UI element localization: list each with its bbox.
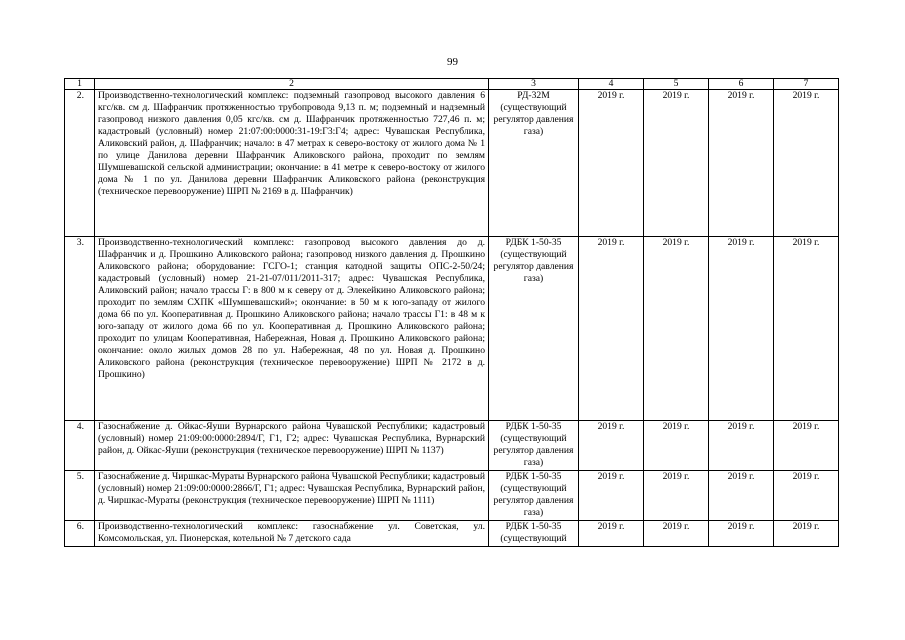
pressure-regulator: РДБК 1-50-35 (существующий регулятор давления газа): [489, 421, 579, 471]
row-number: 4.: [65, 421, 95, 471]
table-row: [65, 471, 839, 521]
gas-facilities-table: [64, 78, 839, 547]
table-row: [65, 421, 839, 471]
year-cell: 2019 г.: [709, 421, 774, 471]
facility-description: Газоснабжение д. Ойкас-Яуши Вурнарского района Чувашской Республики; кадастровый (условный) номер 21:09:00:0000:2894/Г, Г1, Г2; адрес: Чувашская Республика, Вурнарский район, д. Ойкас-Яуши (реконструкция (техническое перевооружение) ШРП № 1137): [95, 421, 489, 471]
year-cell: 2019 г.: [644, 471, 709, 521]
year-cell: 2019 г.: [709, 471, 774, 521]
year-cell: 2019 г.: [644, 521, 709, 547]
year-cell: 2019 г.: [644, 237, 709, 421]
year-cell: 2019 г.: [644, 421, 709, 471]
year-cell: 2019 г.: [579, 237, 644, 421]
year-cell: 2019 г.: [579, 90, 644, 237]
year-cell: 2019 г.: [774, 90, 839, 237]
row-number: 5.: [65, 471, 95, 521]
year-cell: 2019 г.: [579, 471, 644, 521]
year-cell: 2019 г.: [709, 521, 774, 547]
pressure-regulator: РДБК 1-50-35 (существующий: [489, 521, 579, 547]
page-number: 99: [447, 56, 458, 68]
column-number-row: [65, 79, 839, 90]
year-cell: 2019 г.: [579, 521, 644, 547]
column-header-4: 4: [579, 79, 644, 90]
year-cell: 2019 г.: [709, 237, 774, 421]
column-header-5: 5: [644, 79, 709, 90]
column-header-1: 1: [65, 79, 95, 90]
facility-description: Производственно-технологический комплекс: подземный газопровод высокого давления 6 кгс/кв. см д. Шафранчик протяженностью трубопровода 9,13 п. м; подземный и надземный газопровод низкого давления 0,05 кгс/кв. см д. Шафранчик протяженностью 727,46 п. м; кадастровый (условный) номер 21:07:00:0000:31-19:Г3:Г4; адрес: Чувашская Республика, Аликовский район, д. Шафранчик; начало: в 47 метрах к северо-востоку от жилого дома № 1 по улице Данилова деревни Шафранчик Аликовского района, проходит по землям Шумшевашской сельской администрации; окончание: в 41 метре к северо-востоку от жилого дома № 1 по ул. Данилова деревни Шафранчик Аликовского района (реконструкция (техническое перевооружение) ШРП № 2169 в д. Шафранчик): [95, 90, 489, 237]
year-cell: 2019 г.: [579, 421, 644, 471]
column-header-3: 3: [489, 79, 579, 90]
table-row: [65, 237, 839, 421]
facility-description: Газоснабжение д. Чиршкас-Мураты Вурнарского района Чувашской Республики; кадастровый (условный) номер 21:09:00:0000:2866/Г, Г1; адрес: Чувашская Республика, Вурнарский район, д. Чиршкас-Мураты (реконструкция (техническое перевооружение) ШРП № 1111): [95, 471, 489, 521]
year-cell: 2019 г.: [774, 237, 839, 421]
column-header-6: 6: [709, 79, 774, 90]
table-row: [65, 90, 839, 237]
year-cell: 2019 г.: [774, 521, 839, 547]
facility-description: Производственно-технологический комплекс: газоснабжение ул. Советская, ул. Комсомольская, ул. Пионерская, котельной № 7 детского сада: [95, 521, 489, 547]
table-row: [65, 521, 839, 547]
year-cell: 2019 г.: [644, 90, 709, 237]
pressure-regulator: РД-32М (существующий регулятор давления газа): [489, 90, 579, 237]
pressure-regulator: РДБК 1-50-35 (существующий регулятор давления газа): [489, 471, 579, 521]
row-number: 6.: [65, 521, 95, 547]
year-cell: 2019 г.: [774, 421, 839, 471]
facility-description: Производственно-технологический комплекс: газопровод высокого давления до д. Шафранчик и д. Прошкино Аликовского района; газопровод низкого давления д. Прошкино Аликовского района; оборудование: ГСГО-1; станция катодной защиты ОПС-2-50/24; кадастровый (условный) номер 21-21-07/011/2011-317; адрес: Чувашская Республика, Аликовский район; начало трассы Г: в 800 м к северу от д. Элекейкино Аликовского района; проходит по землям СХПК «Шумшевашский»; окончание: в 50 м к юго-западу от жилого дома 66 по ул. Кооперативная д. Прошкино Аликовского района; начало трассы Г1: в 48 м к юго-западу от жилого дома 66 по ул. Кооперативная д. Прошкино Аликовского района; проходит по улицам Кооперативная, Набережная, Новая д. Прошкино Аликовского района; окончание: около жилых домов 28 по ул. Набережная, 48 по ул. Новая д. Прошкино Аликовского района (реконструкция (техническое перевооружение) ШРП № 2172 в д. Прошкино): [95, 237, 489, 421]
pressure-regulator: РДБК 1-50-35 (существующий регулятор давления газа): [489, 237, 579, 421]
year-cell: 2019 г.: [774, 471, 839, 521]
column-header-2: 2: [95, 79, 489, 90]
row-number: 3.: [65, 237, 95, 421]
row-number: 2.: [65, 90, 95, 237]
column-header-7: 7: [774, 79, 839, 90]
year-cell: 2019 г.: [709, 90, 774, 237]
